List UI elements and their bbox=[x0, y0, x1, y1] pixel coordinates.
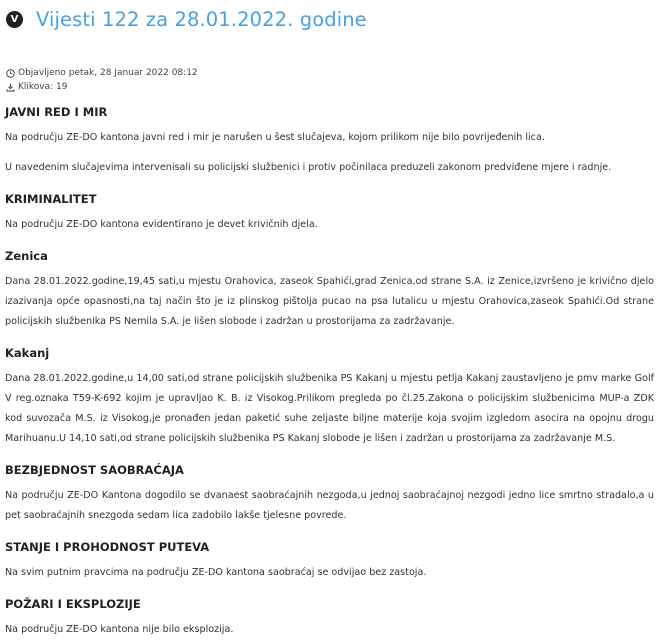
section-paragraph: Na području ZE-DO kantona nije bilo eksplozija. bbox=[5, 624, 234, 635]
section-paragraph: Na području ZE-DO kantona evidentirano je devet krivičnih djela. bbox=[5, 219, 318, 230]
section-heading: BEZBJEDNOST SAOBRAĆAJA bbox=[5, 463, 184, 477]
clicks-line bbox=[5, 80, 654, 94]
article-header bbox=[5, 0, 654, 38]
section-paragraph: Na području ZE-DO kantona javni red i mir je narušen u šest slučajeva, kojom prilikom nije bilo povrijeđenih lica. bbox=[5, 132, 545, 143]
v-logo-icon: V bbox=[6, 11, 23, 28]
published-line bbox=[5, 66, 654, 80]
section-paragraph: Na svim putnim pravcima na području ZE-DO kantona saobraćaj se odvijao bez zastoja. bbox=[5, 567, 427, 578]
section-heading: Zenica bbox=[5, 249, 48, 263]
article-body bbox=[5, 105, 654, 640]
section-heading: Kakanj bbox=[5, 346, 50, 360]
section-paragraph: Na području ZE-DO Kantona dogodilo se dvanaest saobraćajnih nezgoda,u jednoj saobraćajnoj nezgodi jedno lice smrtno stradalo,a u pet saobraćajnih snezgoda sedam lica zadobilo lakše tjelesne povrede. bbox=[5, 490, 654, 521]
published-date: Objavljeno petak, 28 Januar 2022 08:12 bbox=[18, 68, 198, 78]
click-count: Klikova: 19 bbox=[18, 82, 68, 92]
article-title[interactable]: Vijesti 122 za 28.01.2022. godine bbox=[36, 7, 367, 31]
article-meta bbox=[5, 66, 654, 94]
clock-icon bbox=[5, 68, 15, 78]
section-heading: KRIMINALITET bbox=[5, 192, 97, 206]
section-heading: POŽARI I EKSPLOZIJE bbox=[5, 597, 141, 611]
section-paragraph: Dana 28.01.2022.godine,u 14,00 sati,od strane policijskih službenika PS Kakanj u mjestu petlja Kakanj zaustavljeno je pmv marke Golf V reg.oznaka T59-K-692 kojim je upravljao K. B. iz Visokog.Prilikom pregleda po čl.25.Zakona o policijskim službenicima MUP-a ZDK kod suvozača M.S. iz Visokog,je pronađen jedan paketić suhe zeljaste biljne materije koja svojim izgledom asocira na opojnu drogu Marihuanu.U 14,10 sati,od strane policijskih službenika PS Kakanj slobode je lišen i zadržan u prostorijama za zadržavanje M.S. bbox=[5, 373, 654, 444]
download-icon bbox=[5, 82, 15, 92]
section-paragraph: U navedenim slučajevima intervenisali su policijski službenici i protiv počinilaca preduzeli zakonom predviđene mjere i radnje. bbox=[5, 162, 612, 173]
section-heading: JAVNI RED I MIR bbox=[5, 105, 108, 119]
section-heading: STANJE I PROHODNOST PUTEVA bbox=[5, 540, 210, 554]
section-paragraph: Dana 28.01.2022.godine,19,45 sati,u mjestu Orahovica, zaseok Spahići,grad Zenica,od strane S.A. iz Zenice,izvršeno je krivično djelo izazivanja opće opasnosti,na taj način što je iz plinskog pištolja pucao na psa lutalicu u mjestu Orahovica,zaseok Spahići.Od strane policijskih službenika PS Nemila S.A. je lišen slobode i zadržan u prostorijama za zadržavanje. bbox=[5, 276, 654, 327]
